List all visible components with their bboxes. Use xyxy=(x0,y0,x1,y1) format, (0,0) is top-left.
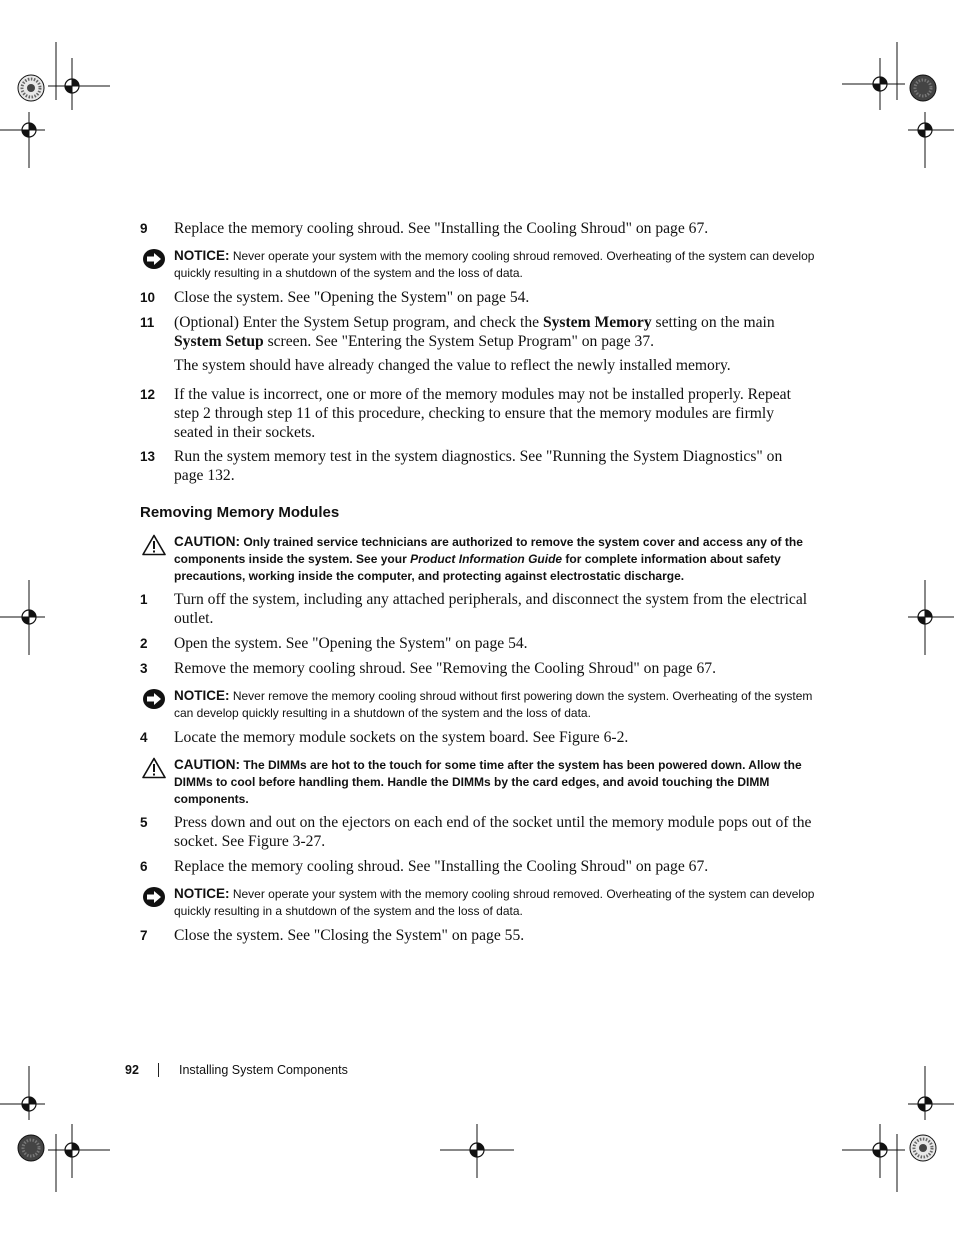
step-4 xyxy=(140,728,815,747)
ui-term-system-memory: System Memory xyxy=(542,314,652,331)
step-10 xyxy=(140,288,815,307)
step-text: (Optional) Enter the System Setup program, and check the System Memory setting on the main System Setup screen. See "Entering the System Setup Program" on page 37. xyxy=(174,314,775,350)
footer-divider xyxy=(158,1063,159,1077)
step-text: Open the system. See "Opening the System" on page 54. xyxy=(174,635,528,652)
step-number: 2 xyxy=(140,636,148,651)
section-heading: Removing Memory Modules xyxy=(140,504,340,521)
step-number: 9 xyxy=(140,221,148,236)
footer-section-title: Installing System Components xyxy=(179,1063,348,1077)
caution-label: CAUTION: xyxy=(174,534,240,549)
step-text: Run the system memory test in the system diagnostics. See "Running the System Diagnostics" on page 132. xyxy=(174,448,783,484)
step-number: 5 xyxy=(140,815,148,830)
step-number: 3 xyxy=(140,661,148,676)
step-13 xyxy=(140,447,815,485)
step-11-detail: The system should have already changed the value to reflect the newly installed memory. xyxy=(174,357,731,374)
caution-block xyxy=(140,756,820,808)
step-number: 7 xyxy=(140,928,148,943)
step-number: 11 xyxy=(140,315,155,330)
notice-text: Never operate your system with the memory cooling shroud removed. Overheating of the system can develop quickly resulting in a shutdown of the system and the loss of data. xyxy=(174,887,815,918)
notice-label: NOTICE: xyxy=(174,688,230,703)
notice-arrow-icon xyxy=(142,688,166,710)
step-text: Locate the memory module sockets on the system board. See Figure 6-2. xyxy=(174,729,629,746)
step-number: 1 xyxy=(140,592,148,607)
step-5 xyxy=(140,813,815,851)
notice-label: NOTICE: xyxy=(174,886,230,901)
step-text: Close the system. See "Closing the System" on page 55. xyxy=(174,927,525,944)
notice-arrow-icon xyxy=(142,248,166,270)
notice-text: Never operate your system with the memory cooling shroud removed. Overheating of the system can develop quickly resulting in a shutdown of the system and the loss of data. xyxy=(174,249,815,280)
step-number: 12 xyxy=(140,387,156,402)
caution-label: CAUTION: xyxy=(174,757,240,772)
step-text: Remove the memory cooling shroud. See "Removing the Cooling Shroud" on page 67. xyxy=(174,660,716,677)
step-11 xyxy=(140,313,815,351)
step-text: Replace the memory cooling shroud. See "Installing the Cooling Shroud" on page 67. xyxy=(174,858,709,875)
notice-block xyxy=(140,247,820,282)
caution-block: CAUTION: Only trained service technicians are authorized to remove the system cover and access any of the components inside the system. See your Product Information Guide for complete information about safety precautions, working inside the computer, and protecting against electrostatic discharge. xyxy=(140,533,820,585)
step-2 xyxy=(140,634,815,653)
notice-block xyxy=(140,687,820,722)
step-9 xyxy=(140,219,815,238)
step-12 xyxy=(140,385,815,442)
product-information-guide: Product Information Guide xyxy=(410,552,563,566)
page-number: 92 xyxy=(125,1063,139,1077)
notice-label: NOTICE: xyxy=(174,248,230,263)
step-6 xyxy=(140,857,815,876)
caution-triangle-icon xyxy=(142,534,166,556)
step-number: 4 xyxy=(140,730,148,745)
caution-text: The DIMMs are hot to the touch for some time after the system has been powered down. Allow the DIMMs to cool before handling them. Handle the DIMMs by the card edges, and avoid touching the DIMM components. xyxy=(174,758,802,806)
notice-block xyxy=(140,885,820,920)
step-text: Replace the memory cooling shroud. See "Installing the Cooling Shroud" on page 67. xyxy=(174,220,709,237)
caution-triangle-icon xyxy=(142,757,166,779)
step-7 xyxy=(140,926,815,945)
step-number: 13 xyxy=(140,449,156,464)
ui-term-system-setup: System Setup xyxy=(174,333,264,350)
step-text: Close the system. See "Opening the System" on page 54. xyxy=(174,289,530,306)
step-number: 6 xyxy=(140,859,148,874)
step-number: 10 xyxy=(140,290,156,305)
notice-text: Never remove the memory cooling shroud without first powering down the system. Overheating of the system can develop quickly resulting in a shutdown of the system and the loss of data. xyxy=(174,689,813,720)
notice-arrow-icon xyxy=(142,886,166,908)
step-3 xyxy=(140,659,815,678)
step-1 xyxy=(140,590,815,628)
step-text: Press down and out on the ejectors on each end of the socket until the memory module pops out of the socket. See Figure 3-27. xyxy=(174,814,812,850)
step-text: Turn off the system, including any attached peripherals, and disconnect the system from the electrical outlet. xyxy=(174,591,808,627)
step-text: If the value is incorrect, one or more of the memory modules may not be installed properly. Repeat step 2 through step 11 of this procedure, checking to ensure that the memory modules are firmly seated in their sockets. xyxy=(174,386,791,441)
